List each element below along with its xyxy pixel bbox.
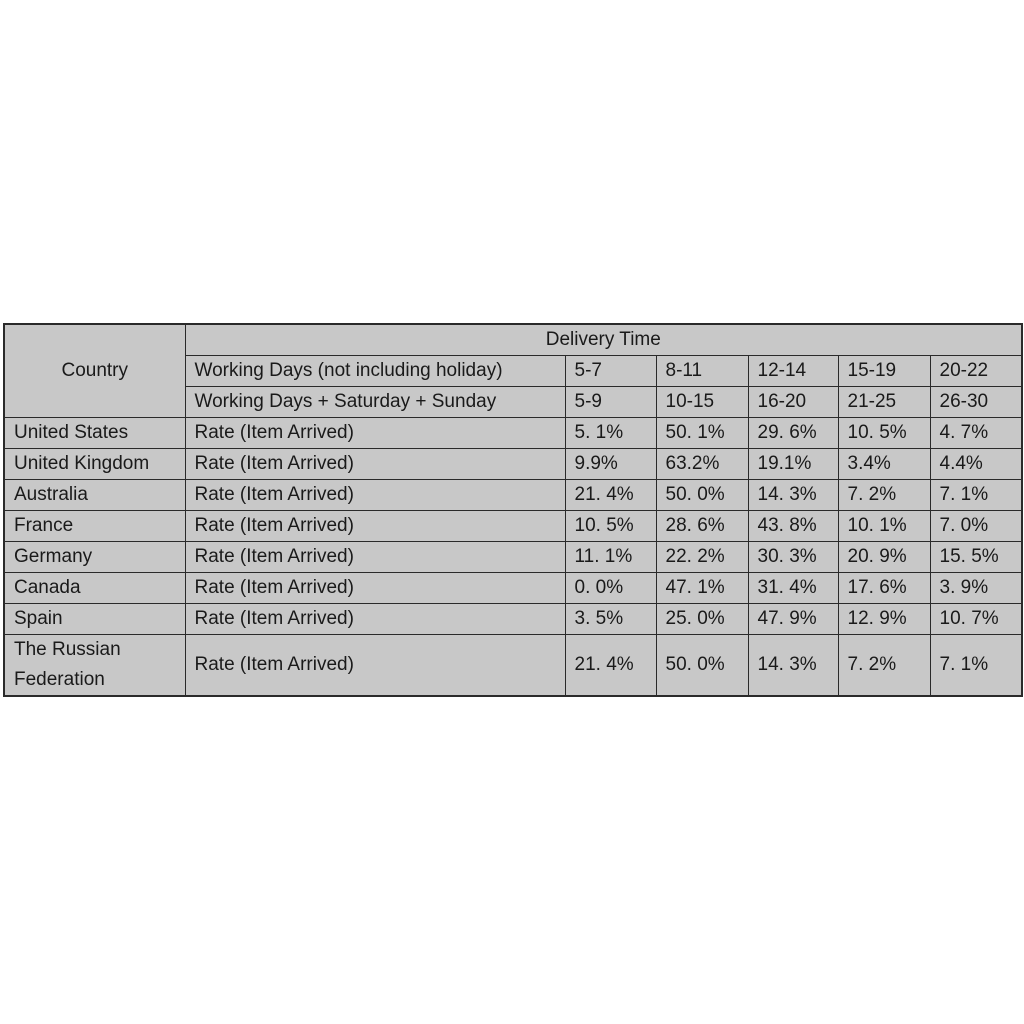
metric-cell: Rate (Item Arrived) xyxy=(185,418,565,449)
rate-cell: 30. 3% xyxy=(748,542,838,573)
rate-cell: 14. 3% xyxy=(748,635,838,697)
rate-cell: 50. 1% xyxy=(656,418,748,449)
table-row xyxy=(4,635,1022,697)
delivery-time-header: Delivery Time xyxy=(185,324,1022,356)
rate-cell: 7. 2% xyxy=(838,480,930,511)
rate-cell: 29. 6% xyxy=(748,418,838,449)
rate-cell: 17. 6% xyxy=(838,573,930,604)
weekend-days-range: 5-9 xyxy=(565,387,656,418)
country-cell: Spain xyxy=(4,604,185,635)
working-days-range: 8-11 xyxy=(656,356,748,387)
table-row xyxy=(4,449,1022,480)
country-cell: Australia xyxy=(4,480,185,511)
country-cell: The Russian Federation xyxy=(4,635,185,697)
table-row xyxy=(4,480,1022,511)
rate-cell: 3. 9% xyxy=(930,573,1022,604)
country-cell: Germany xyxy=(4,542,185,573)
table-row xyxy=(4,511,1022,542)
metric-cell: Rate (Item Arrived) xyxy=(185,449,565,480)
rate-cell: 28. 6% xyxy=(656,511,748,542)
weekend-days-range: 21-25 xyxy=(838,387,930,418)
rate-cell: 14. 3% xyxy=(748,480,838,511)
rate-cell: 12. 9% xyxy=(838,604,930,635)
weekend-days-range: 16-20 xyxy=(748,387,838,418)
working-days-range: 5-7 xyxy=(565,356,656,387)
table-row xyxy=(4,573,1022,604)
table-row xyxy=(4,604,1022,635)
table-row xyxy=(4,542,1022,573)
country-cell: France xyxy=(4,511,185,542)
rate-cell: 43. 8% xyxy=(748,511,838,542)
rate-cell: 15. 5% xyxy=(930,542,1022,573)
country-cell: Canada xyxy=(4,573,185,604)
rate-cell: 47. 1% xyxy=(656,573,748,604)
header-row-delivery xyxy=(4,324,1022,356)
rate-cell: 50. 0% xyxy=(656,635,748,697)
rate-cell: 47. 9% xyxy=(748,604,838,635)
weekend-days-label: Working Days + Saturday + Sunday xyxy=(185,387,565,418)
rate-cell: 22. 2% xyxy=(656,542,748,573)
rate-cell: 10. 5% xyxy=(565,511,656,542)
rate-cell: 3. 5% xyxy=(565,604,656,635)
delivery-time-table xyxy=(3,323,1023,697)
rate-cell: 20. 9% xyxy=(838,542,930,573)
table-row xyxy=(4,418,1022,449)
rate-cell: 10. 1% xyxy=(838,511,930,542)
rate-cell: 3.4% xyxy=(838,449,930,480)
rate-cell: 25. 0% xyxy=(656,604,748,635)
country-cell: United Kingdom xyxy=(4,449,185,480)
rate-cell: 11. 1% xyxy=(565,542,656,573)
working-days-range: 20-22 xyxy=(930,356,1022,387)
rate-cell: 10. 7% xyxy=(930,604,1022,635)
rate-cell: 9.9% xyxy=(565,449,656,480)
rate-cell: 21. 4% xyxy=(565,480,656,511)
rate-cell: 21. 4% xyxy=(565,635,656,697)
rate-cell: 7. 0% xyxy=(930,511,1022,542)
rate-cell: 7. 1% xyxy=(930,635,1022,697)
metric-cell: Rate (Item Arrived) xyxy=(185,635,565,697)
rate-cell: 19.1% xyxy=(748,449,838,480)
country-cell: United States xyxy=(4,418,185,449)
working-days-range: 15-19 xyxy=(838,356,930,387)
rate-cell: 4. 7% xyxy=(930,418,1022,449)
rate-cell: 4.4% xyxy=(930,449,1022,480)
rate-cell: 50. 0% xyxy=(656,480,748,511)
working-days-range: 12-14 xyxy=(748,356,838,387)
rate-cell: 63.2% xyxy=(656,449,748,480)
rate-cell: 5. 1% xyxy=(565,418,656,449)
weekend-days-range: 10-15 xyxy=(656,387,748,418)
metric-cell: Rate (Item Arrived) xyxy=(185,573,565,604)
rate-cell: 10. 5% xyxy=(838,418,930,449)
metric-cell: Rate (Item Arrived) xyxy=(185,604,565,635)
rate-cell: 7. 2% xyxy=(838,635,930,697)
rate-cell: 0. 0% xyxy=(565,573,656,604)
metric-cell: Rate (Item Arrived) xyxy=(185,542,565,573)
weekend-days-range: 26-30 xyxy=(930,387,1022,418)
working-days-label: Working Days (not including holiday) xyxy=(185,356,565,387)
rate-cell: 31. 4% xyxy=(748,573,838,604)
metric-cell: Rate (Item Arrived) xyxy=(185,511,565,542)
metric-cell: Rate (Item Arrived) xyxy=(185,480,565,511)
country-header: Country xyxy=(4,324,185,418)
rate-cell: 7. 1% xyxy=(930,480,1022,511)
